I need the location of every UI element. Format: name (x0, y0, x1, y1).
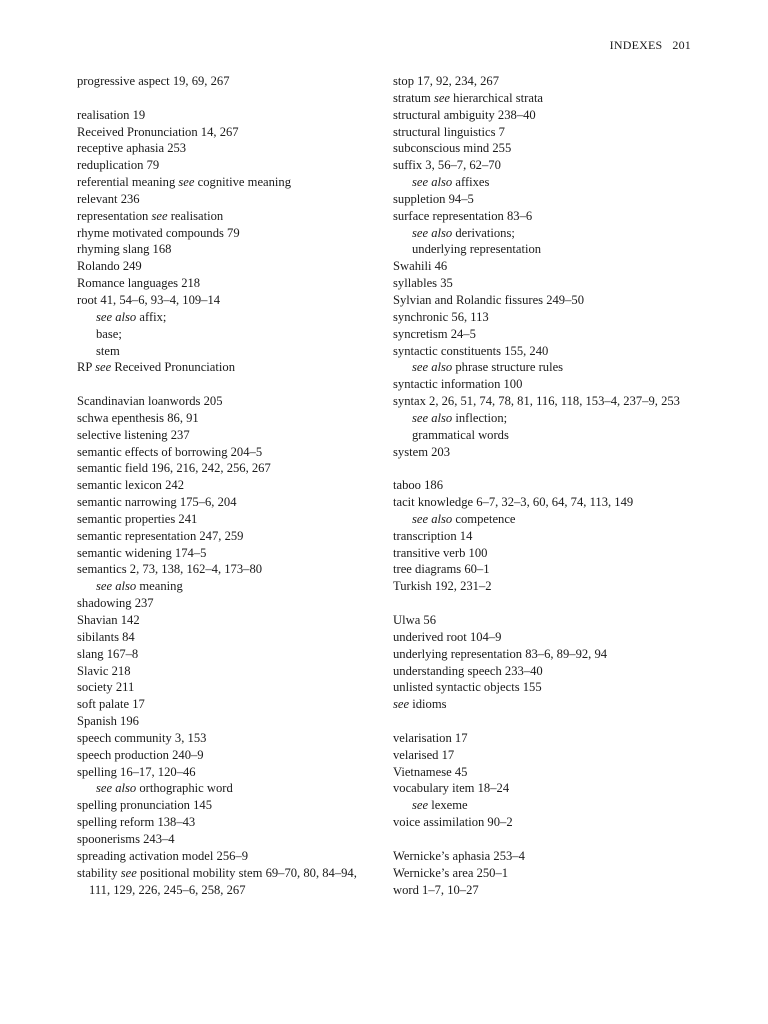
index-entry: tree diagrams 60–1 (393, 562, 490, 577)
index-entry: slang 167–8 (77, 646, 139, 661)
index-entry: structural linguistics 7 (393, 124, 505, 139)
index-entry (77, 174, 377, 191)
index-group-gap (393, 460, 703, 477)
index-entry: structural ambiguity 238–40 (393, 107, 536, 122)
index-entry: velarisation 17 (393, 730, 468, 745)
index-entry: realisation 19 (77, 107, 146, 122)
index-entry: semantic representation 247, 259 (77, 528, 244, 543)
index-entry: Spanish 196 (77, 714, 139, 729)
index-entry: velarised 17 (393, 747, 455, 762)
index-subentry (393, 511, 703, 528)
index-entry: Wernicke’s aphasia 253–4 (393, 848, 525, 863)
index-entry: taboo 186 (393, 478, 444, 493)
running-header (610, 38, 691, 53)
index-entry: speech production 240–9 (77, 747, 204, 762)
see-reference: see also (96, 781, 137, 796)
index-subentry (393, 359, 703, 376)
index-entry: Swahili 46 (393, 259, 448, 274)
entry-term: stratum (393, 90, 434, 105)
index-entry: syntactic information 100 (393, 377, 523, 392)
index-subentry (393, 225, 703, 242)
index-entry: soft palate 17 (77, 697, 145, 712)
index-entry: unlisted syntactic objects 155 (393, 680, 542, 695)
index-entry: Slavic 218 (77, 663, 131, 678)
index-entry: spelling pronunciation 145 (77, 798, 213, 813)
see-reference: see (393, 697, 410, 712)
index-subentry: stem (96, 343, 120, 358)
index-entry: semantics 2, 73, 138, 162–4, 173–80 (77, 562, 263, 577)
index-entry: spreading activation model 256–9 (77, 848, 249, 863)
index-entry: tacit knowledge 6–7, 32–3, 60, 64, 74, 113, 149 (393, 495, 634, 510)
entry-target: inflection; (452, 410, 508, 425)
see-reference: see (412, 798, 429, 813)
entry-target: phrase structure rules (452, 360, 564, 375)
entry-target: affix; (136, 309, 167, 324)
see-reference: see also (412, 360, 453, 375)
index-entry (393, 696, 703, 713)
index-entry: system 203 (393, 444, 451, 459)
index-entry: Shavian 142 (77, 613, 140, 627)
index-entry: shadowing 237 (77, 596, 154, 611)
index-entry: synchronic 56, 113 (393, 309, 489, 324)
index-column-left (77, 73, 377, 898)
see-reference: see (151, 208, 168, 223)
entry-term: representation (77, 208, 152, 223)
index-group-gap (77, 376, 377, 393)
see-reference: see (433, 90, 451, 105)
index-entry: syllables 35 (393, 276, 453, 291)
entry-target: orthographic word (136, 781, 233, 796)
index-entry: semantic properties 241 (77, 511, 198, 526)
index-entry (77, 359, 377, 376)
index-subentry (77, 780, 377, 797)
entry-term: stability (77, 865, 121, 880)
see-reference: see also (412, 511, 453, 526)
see-reference: see also (412, 410, 453, 425)
index-group-gap (77, 90, 377, 107)
index-subentry: base; (96, 326, 122, 341)
entry-target: affixes (452, 175, 490, 190)
index-entry: syncretism 24–5 (393, 326, 476, 341)
index-group-gap (393, 713, 703, 730)
index-entry: Vietnamese 45 (393, 764, 468, 779)
index-entry: reduplication 79 (77, 158, 160, 173)
index-entry: semantic lexicon 242 (77, 478, 185, 493)
index-entry: underived root 104–9 (393, 629, 502, 644)
index-entry: surface representation 83–6 (393, 208, 533, 223)
entry-target: competence (452, 511, 516, 526)
index-entry: selective listening 237 (77, 427, 190, 442)
index-entry: Received Pronunciation 14, 267 (77, 124, 239, 139)
index-group-gap (393, 595, 703, 612)
index-column-right (393, 73, 703, 898)
entry-target: cognitive meaning (194, 175, 292, 190)
index-subentry (77, 578, 377, 595)
see-reference: see (120, 865, 137, 880)
see-reference: see (178, 175, 195, 190)
index-subentry (393, 410, 703, 427)
entry-target: idioms (409, 697, 447, 712)
see-reference: see also (412, 175, 453, 190)
index-entry: semantic narrowing 175–6, 204 (77, 495, 237, 510)
entry-target: positional mobility stem 69–70, 80, 84–94, 111, 129, 226, 245–6, 258, 267 (89, 865, 357, 897)
index-entry: underlying representation 83–6, 89–92, 94 (393, 646, 608, 661)
index-entry: syntactic constituents 155, 240 (393, 343, 549, 358)
entry-target: hierarchical strata (450, 90, 544, 105)
index-entry: voice assimilation 90–2 (393, 815, 513, 830)
page-number: 201 (672, 38, 691, 52)
entry-target: lexeme (428, 798, 468, 813)
entry-target: Received Pronunciation (111, 360, 235, 375)
index-entry: understanding speech 233–40 (393, 663, 543, 678)
index-entry: stop 17, 92, 234, 267 (393, 74, 500, 88)
index-subentry (393, 174, 703, 191)
index-entry: Romance languages 218 (77, 276, 201, 291)
index-entry: society 211 (77, 680, 135, 695)
index-entry: Rolando 249 (77, 259, 142, 274)
entry-term: referential meaning (77, 175, 179, 190)
entry-target: realisation (167, 208, 224, 223)
index-entry: word 1–7, 10–27 (393, 882, 479, 897)
index-entry: progressive aspect 19, 69, 267 (77, 74, 230, 88)
index-entry: transitive verb 100 (393, 545, 488, 560)
index-entry: relevant 236 (77, 191, 140, 206)
index-entry: schwa epenthesis 86, 91 (77, 410, 199, 425)
index-subentry (77, 309, 377, 326)
entry-target: derivations; (452, 225, 515, 240)
index-entry (77, 865, 377, 899)
index-entry: Sylvian and Rolandic fissures 249–50 (393, 292, 584, 307)
header-title: INDEXES (609, 38, 663, 52)
see-reference: see (95, 360, 112, 375)
index-entry: suffix 3, 56–7, 62–70 (393, 158, 501, 173)
index-entry: Ulwa 56 (393, 613, 437, 627)
index-entry: suppletion 94–5 (393, 191, 474, 206)
index-entry: Scandinavian loanwords 205 (77, 394, 223, 409)
index-entry: spelling reform 138–43 (77, 815, 196, 830)
index-entry: sibilants 84 (77, 629, 135, 644)
index-entry: semantic effects of borrowing 204–5 (77, 444, 263, 459)
entry-target: meaning (136, 579, 183, 594)
index-entry: spelling 16–17, 120–46 (77, 764, 196, 779)
see-reference: see also (96, 579, 137, 594)
index-entry: syntax 2, 26, 51, 74, 78, 81, 116, 118, 153–4, 237–9, 253 (393, 394, 680, 409)
see-reference: see also (412, 225, 453, 240)
index-entry: root 41, 54–6, 93–4, 109–14 (77, 292, 221, 307)
index-subentry: underlying representation (412, 242, 542, 257)
index-entry: receptive aphasia 253 (77, 141, 187, 156)
index-entry: speech community 3, 153 (77, 730, 207, 745)
index-entry: rhyming slang 168 (77, 242, 172, 257)
index-entry: spoonerisms 243–4 (77, 831, 175, 846)
index-subentry: grammatical words (412, 427, 509, 442)
index-entry: transcription 14 (393, 528, 473, 543)
index-entry (393, 90, 703, 107)
index-entry: subconscious mind 255 (393, 141, 512, 156)
index-entry: vocabulary item 18–24 (393, 781, 510, 796)
index-group-gap (393, 831, 703, 848)
index-entry: Wernicke’s area 250–1 (393, 865, 509, 880)
index-entry: semantic widening 174–5 (77, 545, 207, 560)
index-entry: Turkish 192, 231–2 (393, 579, 492, 594)
entry-term: RP (77, 360, 96, 375)
see-reference: see also (96, 309, 137, 324)
index-entry (77, 208, 377, 225)
index-subentry (393, 797, 703, 814)
index-entry: semantic field 196, 216, 242, 256, 267 (77, 461, 271, 476)
index-entry: rhyme motivated compounds 79 (77, 225, 240, 240)
